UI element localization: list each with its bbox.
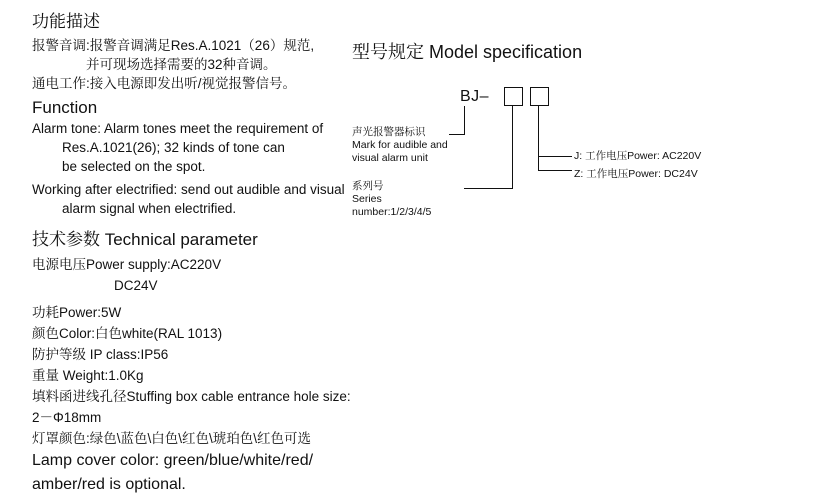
note-mark-block	[352, 126, 448, 165]
electrified-row-cjk	[32, 74, 362, 93]
function-title-en: Function	[32, 98, 98, 117]
note-mark-cjk: 声光报警器标识	[352, 126, 426, 138]
alarm-tone-en-line-1: Alarm tone: Alarm tones meet the requirement of	[32, 121, 324, 136]
electrified-value-cjk: 接入电源即发出听/视觉报警信号。	[89, 76, 297, 91]
leader-line-mark-vertical	[464, 106, 465, 134]
param-power: 功耗Power:5W	[32, 305, 122, 320]
note-voltage-dc: Z: 工作电压Power: DC24V	[574, 168, 698, 180]
param-ip-class: 防护等级 IP class:IP56	[32, 347, 169, 362]
alarm-tone-label-cjk: 报警音调:	[32, 38, 90, 53]
note-mark-en-line-2: visual alarm unit	[352, 152, 428, 164]
leader-line-mark-horizontal	[449, 134, 465, 135]
param-lamp-cover-color-cjk: 灯罩颜色:绿色\蓝色\白色\红色\琥珀色\红色可选	[32, 431, 312, 446]
param-power-supply-dc: DC24V	[114, 278, 158, 293]
technical-parameter-title: 技术参数 Technical parameter	[32, 230, 258, 249]
model-code-box-1	[504, 87, 523, 106]
alarm-tone-en-line-3: be selected on the spot.	[62, 159, 206, 174]
leader-line-series-vertical	[512, 106, 513, 188]
note-mark-en-line-1: Mark for audible and	[352, 139, 448, 151]
param-color: 颜色Color:白色white(RAL 1013)	[32, 326, 223, 341]
leader-line-voltage-vertical	[538, 106, 539, 170]
leader-line-voltage-horizontal-z	[538, 170, 572, 171]
alarm-tone-value-cjk: 报警音调满足Res.A.1021（26）规范,	[89, 38, 315, 53]
model-code-box-2	[530, 87, 549, 106]
function-description-section	[32, 10, 362, 497]
note-series-cjk: 系列号	[352, 180, 384, 192]
lamp-cover-color-en-line-2: amber/red is optional.	[32, 476, 186, 493]
model-specification-title: 型号规定 Model specification	[352, 42, 583, 62]
alarm-tone-row-cjk	[32, 36, 362, 55]
electrified-label-cjk: 通电工作:	[32, 76, 90, 91]
working-en-line-2: alarm signal when electrified.	[62, 201, 237, 216]
alarm-tone-en-line-2: Res.A.1021(26); 32 kinds of tone can	[62, 140, 285, 155]
param-power-supply: 电源电压Power supply:AC220V	[32, 257, 222, 272]
leader-line-series-horizontal	[464, 188, 513, 189]
lamp-cover-color-en-line-1: Lamp cover color: green/blue/white/red/	[32, 452, 314, 469]
alarm-tone-value-cjk-2: 并可现场选择需要的32种音调。	[86, 57, 277, 72]
param-stuffing-box-size: 2－Φ18mm	[32, 410, 102, 425]
model-specification-section	[352, 40, 812, 224]
note-series-en: Series number:1/2/3/4/5	[352, 193, 432, 218]
param-weight: 重量 Weight:1.0Kg	[32, 368, 144, 383]
model-code-diagram	[352, 84, 812, 224]
note-series-block	[352, 180, 462, 219]
param-stuffing-box: 填料函进线孔径Stuffing box cable entrance hole size:	[32, 389, 351, 404]
leader-line-voltage-horizontal-j	[538, 156, 572, 157]
working-en-line-1: Working after electrified: send out audible and visual	[32, 182, 345, 197]
model-code-prefix: BJ–	[460, 88, 490, 105]
function-title-cjk: 功能描述	[32, 12, 100, 31]
note-voltage-ac: J: 工作电压Power: AC220V	[574, 150, 702, 162]
